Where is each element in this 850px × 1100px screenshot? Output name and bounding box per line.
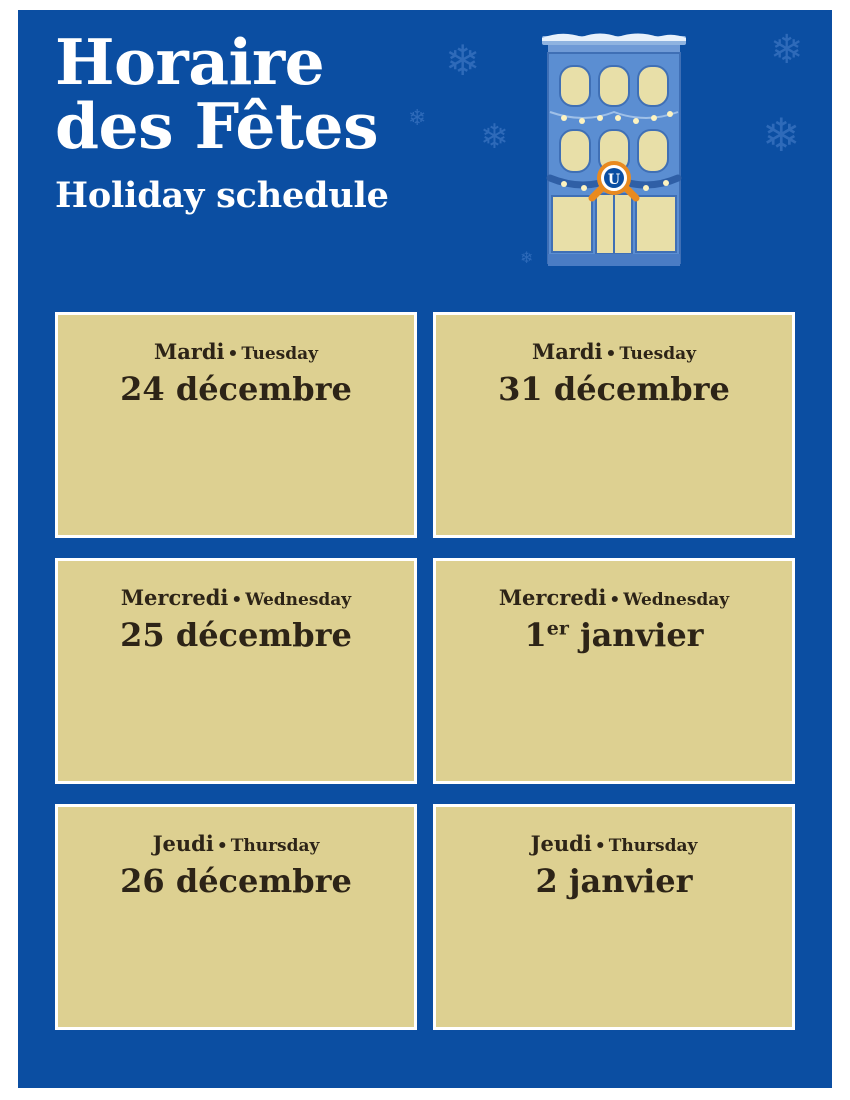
snowflake-icon: ❄ — [445, 36, 481, 85]
card-day-line — [58, 339, 414, 364]
card-date-month: janvier — [568, 616, 704, 654]
poster-header — [55, 25, 475, 216]
snowflake-icon: ❄ — [408, 106, 427, 131]
card-separator: • — [216, 836, 228, 856]
card-day-line — [58, 831, 414, 856]
page-title-line-1: Horaire — [55, 25, 325, 99]
card-day-en: Thursday — [230, 836, 320, 856]
schedule-card — [433, 312, 795, 538]
card-separator: • — [605, 344, 617, 364]
snowflake-icon: ❄ — [520, 248, 534, 267]
card-day-fr: Mardi — [153, 339, 225, 364]
card-separator: • — [231, 590, 243, 610]
card-day-line — [436, 585, 792, 610]
card-separator: • — [594, 836, 606, 856]
snowflake-icon: ❄ — [770, 27, 804, 73]
card-day-line — [436, 831, 792, 856]
card-day-fr: Jeudi — [530, 831, 592, 856]
card-day-en: Tuesday — [619, 344, 697, 364]
schedule-card — [433, 558, 795, 784]
page-subtitle: Holiday schedule — [55, 174, 389, 216]
card-day-en: Thursday — [608, 836, 698, 856]
card-date-number: 1 — [524, 616, 547, 654]
card-day-fr: Mardi — [531, 339, 603, 364]
card-date: 31 décembre — [498, 370, 730, 408]
schedule-card — [433, 804, 795, 1030]
card-day-fr: Mercredi — [120, 585, 229, 610]
card-day-fr: Mercredi — [498, 585, 607, 610]
card-day-en: Wednesday — [623, 590, 730, 610]
card-date: 25 décembre — [120, 616, 352, 654]
card-day-en: Wednesday — [245, 590, 352, 610]
schedule-card — [55, 804, 417, 1030]
card-date — [436, 616, 792, 654]
page-title-line-2: des Fêtes — [55, 89, 379, 164]
card-date: 26 décembre — [120, 862, 352, 900]
snowflake-icon: ❄ — [762, 108, 801, 162]
card-day-fr: Jeudi — [152, 831, 214, 856]
card-separator: • — [609, 590, 621, 610]
card-date: 24 décembre — [120, 370, 352, 408]
schedule-card — [55, 558, 417, 784]
card-date-suffix: er — [546, 617, 569, 640]
schedule-card-grid — [55, 312, 795, 1030]
card-day-line — [436, 339, 792, 364]
card-separator: • — [227, 344, 239, 364]
schedule-card — [55, 312, 417, 538]
card-day-line — [58, 585, 414, 610]
snowflake-icon: ❄ — [480, 117, 509, 157]
store-logo-letter: U — [607, 172, 621, 188]
store-building-illustration — [534, 26, 694, 288]
card-date: 2 janvier — [535, 862, 693, 900]
card-day-en: Tuesday — [241, 344, 319, 364]
